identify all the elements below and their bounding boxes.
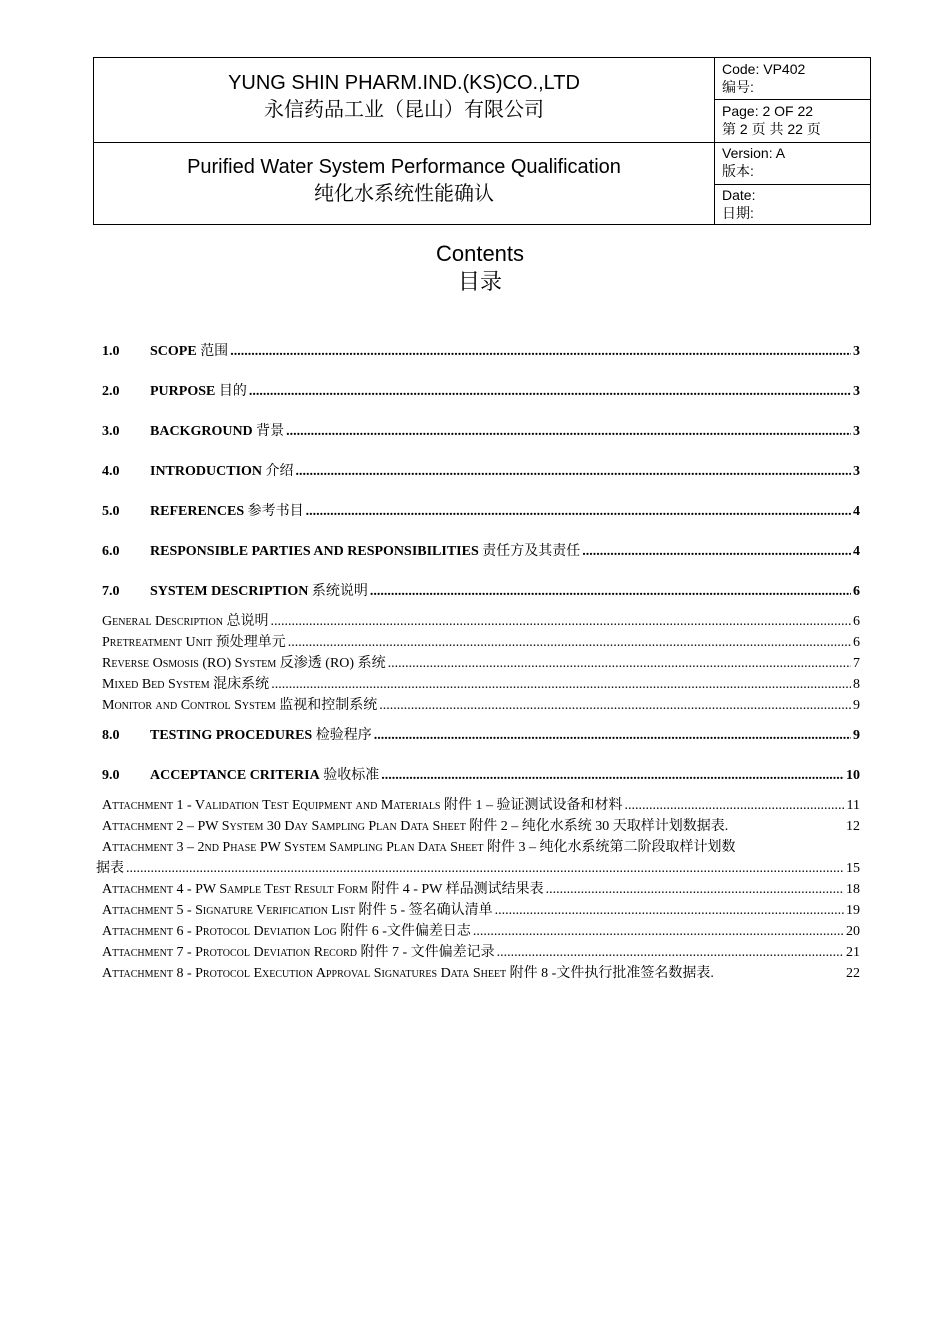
toc-leader <box>625 797 845 815</box>
toc-label-en: BACKGROUND <box>150 424 253 439</box>
toc-entry[interactable] <box>102 583 860 601</box>
toc-number: 8.0 <box>102 728 120 743</box>
toc-page: 4 <box>853 504 860 519</box>
toc-page: 3 <box>853 424 860 439</box>
document-title-en: Purified Water System Performance Qualification <box>187 156 621 178</box>
toc-label-zh: 责任方及其责任 <box>482 544 581 559</box>
version-label: Version: A <box>722 145 786 161</box>
document-header-table <box>93 57 871 225</box>
toc-label <box>150 543 580 561</box>
toc-leader <box>379 697 851 715</box>
toc-page: 3 <box>853 464 860 479</box>
toc-entry[interactable] <box>102 423 860 441</box>
toc-page: 22 <box>846 966 860 981</box>
page-label: Page: 2 OF 22 <box>722 103 814 119</box>
toc-entry[interactable] <box>102 503 860 521</box>
document-title-zh: 纯化水系统性能确认 <box>314 183 494 205</box>
toc-page: 8 <box>853 677 860 692</box>
toc-label-zh: 范围 <box>200 344 229 359</box>
toc-number: 1.0 <box>102 344 120 359</box>
attachment-label: Attachment 6 - Protocol Deviation Log 附件 6 -文件偏差日志 <box>102 924 471 939</box>
toc-leader <box>270 613 851 631</box>
attachment-label-continued: 据表 <box>96 861 124 876</box>
toc-number: 5.0 <box>102 504 120 519</box>
toc-page: 9 <box>853 728 860 743</box>
toc-label-zh: 介绍 <box>265 464 294 479</box>
toc-leader <box>296 463 851 481</box>
toc-leader <box>388 655 851 673</box>
toc-leader <box>126 860 844 878</box>
page-cell <box>722 102 821 138</box>
toc-leader <box>546 881 844 899</box>
toc-page: 18 <box>846 882 860 897</box>
attachment-label: Attachment 7 - Protocol Deviation Record 附件 7 - 文件偏差记录 <box>102 945 495 960</box>
toc-page: 12 <box>846 819 860 834</box>
toc-subentry[interactable] <box>102 676 860 694</box>
toc-attachment[interactable] <box>102 923 860 941</box>
toc-sub-label: Mixed Bed System 混床系统 <box>102 677 270 692</box>
toc-page: 4 <box>853 544 860 559</box>
toc-leader <box>374 727 851 745</box>
version-label-zh: 版本: <box>722 163 754 179</box>
toc-leader <box>370 583 851 601</box>
company-name-zh: 永信药品工业（昆山）有限公司 <box>264 99 544 121</box>
toc-page: 6 <box>853 584 860 599</box>
attachment-label: Attachment 5 - Signature Verification List 附件 5 - 签名确认清单 <box>102 903 493 918</box>
toc-label-en: SCOPE <box>150 344 197 359</box>
toc-label-en: ACCEPTANCE CRITERIA <box>150 768 320 783</box>
toc-label-zh: 检验程序 <box>315 728 372 743</box>
toc-sub-label: General Description 总说明 <box>102 614 269 629</box>
toc-subentry[interactable] <box>102 655 860 673</box>
code-label: Code: VP402 <box>722 61 806 77</box>
header-divider <box>714 99 870 100</box>
toc-page: 10 <box>846 768 860 783</box>
toc-page: 9 <box>853 698 860 713</box>
toc-entry[interactable] <box>102 463 860 481</box>
toc-label <box>150 383 247 401</box>
toc-attachment[interactable] <box>102 797 860 815</box>
toc-attachment[interactable] <box>102 965 860 983</box>
toc-page: 6 <box>853 614 860 629</box>
toc-page: 11 <box>846 798 860 813</box>
toc-label <box>150 583 368 601</box>
attachment-label: Attachment 1 - Validation Test Equipment and Materials 附件 1 – 验证测试设备和材料 <box>102 798 623 813</box>
date-label-zh: 日期: <box>722 205 754 221</box>
toc-sub-label: Reverse Osmosis (RO) System 反渗透 (RO) 系统 <box>102 656 386 671</box>
toc-number: 6.0 <box>102 544 120 559</box>
toc-leader <box>230 343 851 361</box>
toc-entry[interactable] <box>102 767 860 785</box>
code-cell <box>722 60 805 96</box>
toc-leader <box>381 767 844 785</box>
toc-attachment-continued[interactable] <box>96 860 860 878</box>
toc-label-en: TESTING PROCEDURES <box>150 728 313 743</box>
toc-page: 21 <box>846 945 860 960</box>
toc-label <box>150 727 372 745</box>
toc-number: 2.0 <box>102 384 120 399</box>
toc-leader <box>271 676 851 694</box>
toc-leader <box>306 503 851 521</box>
toc-label-en: INTRODUCTION <box>150 464 263 479</box>
toc-leader <box>495 902 844 920</box>
date-label: Date: <box>722 187 756 203</box>
toc-leader <box>249 383 851 401</box>
toc-page: 3 <box>853 384 860 399</box>
toc-label-en: REFERENCES <box>150 504 245 519</box>
toc-label-zh: 系统说明 <box>311 584 368 599</box>
toc-label-zh: 背景 <box>256 424 285 439</box>
header-divider <box>714 184 870 185</box>
toc-attachment[interactable] <box>102 902 860 920</box>
attachment-label: Attachment 2 – PW System 30 Day Sampling Plan Data Sheet 附件 2 – 纯化水系统 30 天取样计划数据表. <box>102 819 729 834</box>
contents-heading <box>0 240 950 296</box>
toc-subentry[interactable] <box>102 634 860 652</box>
toc-number: 4.0 <box>102 464 120 479</box>
toc-page: 7 <box>853 656 860 671</box>
contents-title-zh: 目录 <box>457 269 502 294</box>
toc-subentry[interactable] <box>102 613 860 631</box>
contents-title-en: Contents <box>435 241 525 266</box>
code-label-zh: 编号: <box>722 79 754 95</box>
toc-label-en: SYSTEM DESCRIPTION <box>150 584 309 599</box>
toc-label <box>150 503 304 521</box>
company-name <box>94 70 714 124</box>
toc-leader <box>497 944 844 962</box>
toc-page: 20 <box>846 924 860 939</box>
toc-sub-label: Monitor and Control System 监视和控制系统 <box>102 698 378 713</box>
toc-entry[interactable] <box>102 543 860 561</box>
toc-number: 7.0 <box>102 584 120 599</box>
header-divider <box>714 58 715 224</box>
toc-number: 9.0 <box>102 768 120 783</box>
toc-sub-label: Pretreatment Unit 预处理单元 <box>102 635 286 650</box>
toc-page: 15 <box>846 861 860 876</box>
page-label-zh: 第 2 页 共 22 页 <box>722 121 821 137</box>
toc-label-en: PURPOSE <box>150 384 216 399</box>
toc-page: 3 <box>853 344 860 359</box>
version-cell <box>722 144 785 180</box>
toc-entry[interactable] <box>102 343 860 361</box>
company-name-en: YUNG SHIN PHARM.IND.(KS)CO.,LTD <box>228 72 580 94</box>
toc-label <box>150 343 228 361</box>
toc-label <box>150 423 284 441</box>
date-cell <box>722 186 755 222</box>
toc-leader <box>288 634 851 652</box>
toc-leader <box>582 543 851 561</box>
toc-label <box>150 463 294 481</box>
toc-label <box>150 767 379 785</box>
toc-leader <box>473 923 844 941</box>
toc-attachment[interactable] <box>102 818 860 836</box>
attachment-label: Attachment 8 - Protocol Execution Approval Signatures Data Sheet 附件 8 -文件执行批准签名数据表. <box>102 966 714 981</box>
toc-attachment[interactable] <box>102 881 860 899</box>
toc-attachment[interactable] <box>102 944 860 962</box>
document-title <box>94 154 714 208</box>
toc-leader <box>286 423 851 441</box>
toc-label-en: RESPONSIBLE PARTIES AND RESPONSIBILITIES <box>150 544 479 559</box>
toc-label-zh: 目的 <box>218 384 247 399</box>
toc-attachment[interactable] <box>102 839 860 857</box>
toc-entry[interactable] <box>102 383 860 401</box>
toc-page: 6 <box>853 635 860 650</box>
toc-label-zh: 验收标准 <box>323 768 380 783</box>
toc-entry[interactable] <box>102 727 860 745</box>
toc-page: 19 <box>846 903 860 918</box>
toc-subentry[interactable] <box>102 697 860 715</box>
attachment-label: Attachment 3 – 2nd Phase PW System Sampling Plan Data Sheet 附件 3 – 纯化水系统第二阶段取样计划数 <box>102 840 736 855</box>
toc-number: 3.0 <box>102 424 120 439</box>
toc-label-zh: 参考书目 <box>247 504 304 519</box>
attachment-label: Attachment 4 - PW Sample Test Result Form 附件 4 - PW 样品测试结果表 <box>102 882 544 897</box>
header-divider <box>94 142 870 143</box>
